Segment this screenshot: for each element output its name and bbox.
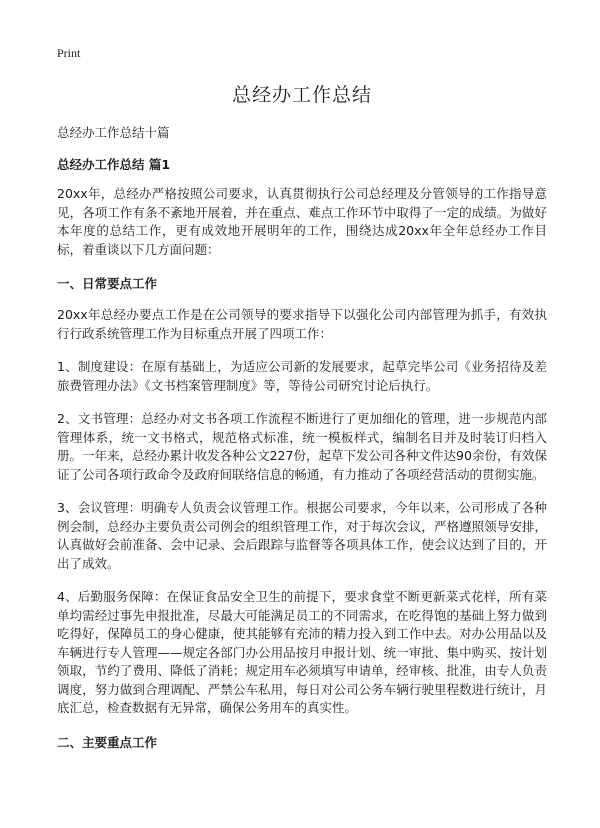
intro-paragraph: 20xx年，总经办严格按照公司要求，认真贯彻执行公司总经理及分管领导的工作指导意见，各项工作有条不紊地开展着，并在重点、难点工作环节中取得了一定的成绩。为做好本年度的总结工作，更有成效地开展明年的工作，围绕达成20xx年全年总经办工作目标，着重谈以下几方面问题： bbox=[57, 186, 547, 257]
paragraph-system-building: 1、制度建设：在原有基础上，为适应公司新的发展要求，起草完毕公司《业务招待及差旅费管理办法》《文书档案管理制度》等，等待公司研究讨论后执行。 bbox=[57, 359, 547, 393]
document-title: 总经办工作总结 bbox=[231, 84, 372, 106]
document-subtitle: 总经办工作总结十篇 bbox=[57, 125, 170, 140]
section-title: 总经办工作总结 篇1 bbox=[57, 157, 171, 172]
heading-key-work: 二、主要重点工作 bbox=[57, 734, 158, 750]
paragraph-meeting-management: 3、会议管理：明确专人负责会议管理工作。根据公司要求，今年以来，公司形成了各种例会制，总经办主要负责公司例会的组织管理工作，对于每次会议，严格遵照领导安排，认真做好会前准备、会中记录、会后跟踪与监督等各项具体工作，使会议达到了目的，开出了成效。 bbox=[57, 500, 547, 571]
heading-daily-work: 一、日常要点工作 bbox=[57, 276, 158, 291]
print-link[interactable]: Print bbox=[57, 46, 81, 60]
document-body bbox=[57, 80, 547, 765]
paragraph-logistics-service: 4、后勤服务保障：在保证食品安全卫生的前提下，要求食堂不断更新菜式花样，所有菜单均需经过事先申报批准，尽最大可能满足员工的不同需求，在吃得饱的基础上努力做到吃得好，保障员工的身心健康，使其能够有充沛的精力投入到工作中去。对办公用品以及车辆进行专人管理——规定各部门办公用品按月申报计划、统一审批、集中购买、按计划领取，节约了费用、降低了消耗；规定用车必须填写申请单，经审核、批准，由专人负责调度，努力做到合理调配、严禁公车私用，每日对公司公务车辆行驶里程数进行统计，月底汇总，检查数据有无异常，确保公务用车的真实性。 bbox=[57, 589, 547, 715]
paragraph-daily-work-summary: 20xx年总经办要点工作是在公司领导的要求指导下以强化公司内部管理为抓手，有效执行行政系统管理工作为目标重点开展了四项工作： bbox=[57, 307, 547, 341]
paragraph-document-management: 2、文书管理：总经办对文书各项工作流程不断进行了更加细化的管理，进一步规范内部管理体系，统一文书格式，规范格式标准，统一模板样式，编制名目并及时装订归档入册。一年来，总经办累计收发各种公文227份，起草下发公司各种文件达90余份，有效保证了公司各项行政命令及政府间联络信息的畅通，有力推动了各项经营活动的贯彻实施。 bbox=[57, 411, 547, 482]
